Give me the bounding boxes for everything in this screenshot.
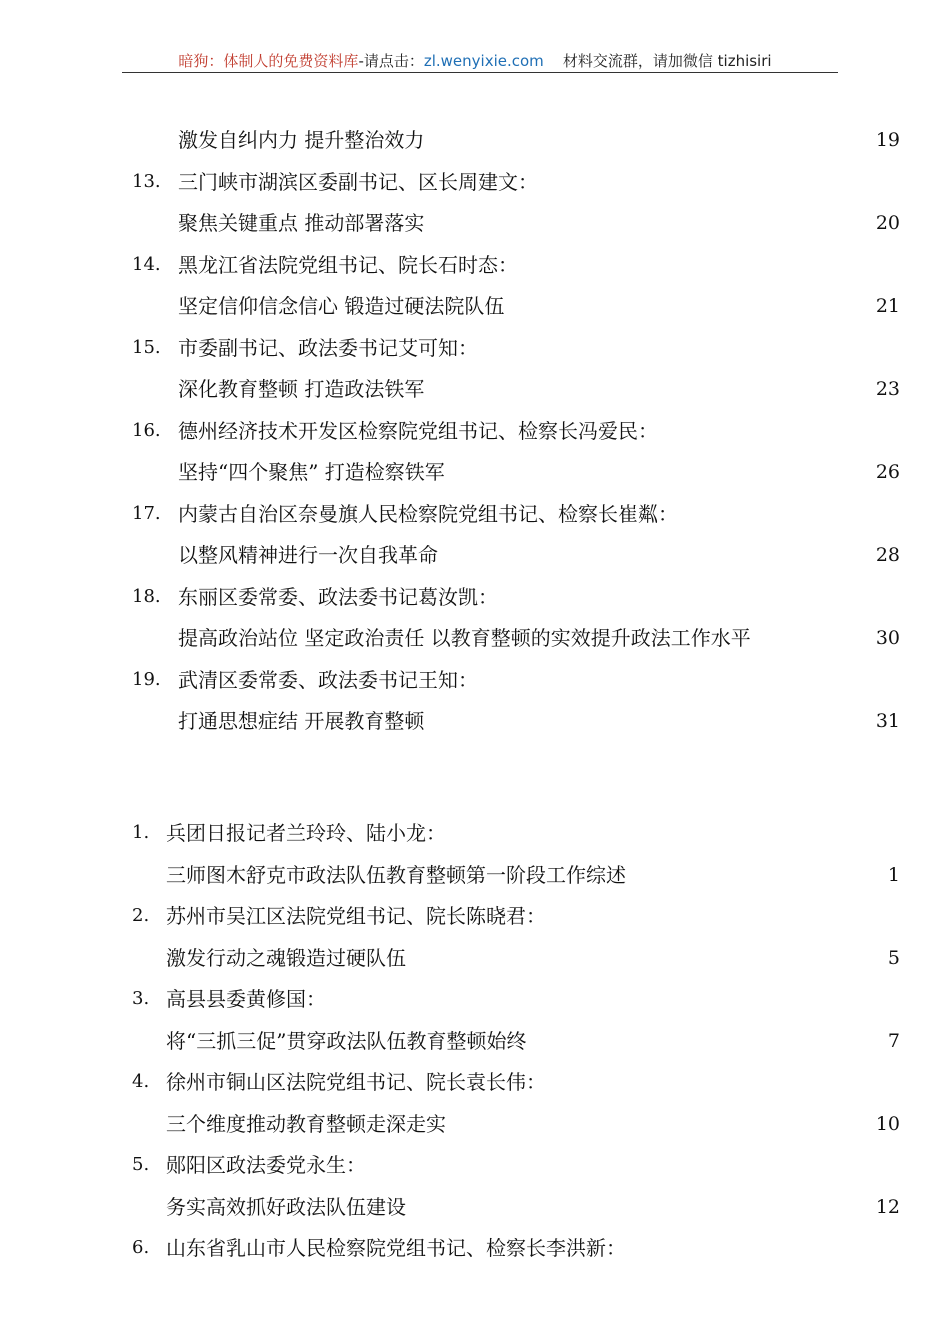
toc-entry-number: 18. — [132, 585, 161, 607]
toc-entry — [0, 1150, 950, 1180]
toc-entry — [0, 1109, 950, 1139]
toc-entry — [0, 706, 950, 736]
toc-entry — [0, 984, 950, 1014]
toc-entry-page: 31 — [875, 710, 900, 732]
toc-entry-number: 1. — [132, 822, 150, 843]
toc-entry — [0, 582, 950, 612]
toc-entry — [0, 291, 950, 321]
header-link[interactable]: zl.wenyixie.com — [423, 52, 544, 70]
toc-entry — [0, 540, 950, 570]
toc-entry-author: 山东省乳山市人民检察院党组书记、检察长李洪新： — [166, 1236, 626, 1260]
toc-entry-title: 提高政治站位 坚定政治责任 以教育整顿的实效提升政法工作水平 — [178, 626, 751, 650]
toc-entry — [0, 125, 950, 155]
toc-entry-title: 将“三抓三促”贯穿政法队伍教育整顿始终 — [166, 1028, 527, 1053]
toc-entry — [0, 333, 950, 363]
toc-entry-number: 6. — [132, 1237, 150, 1258]
toc-entry-title: 激发行动之魂锻造过硬队伍 — [166, 945, 406, 970]
toc-entry — [0, 1192, 950, 1222]
toc-entry-number: 15. — [132, 336, 161, 358]
toc-entry-number: 3. — [132, 988, 150, 1009]
toc-entry-title: 聚焦关键重点 推动部署落实 — [178, 211, 425, 235]
toc-entry-title: 深化教育整顿 打造政法铁军 — [178, 377, 425, 401]
header-prompt: -请点击： — [358, 52, 424, 70]
toc-entry-author: 市委副书记、政法委书记艾可知： — [178, 335, 478, 360]
toc-entry-page: 26 — [875, 461, 900, 483]
toc-entry-author: 兵团日报记者兰玲玲、陆小龙： — [166, 821, 446, 845]
toc-entry-page: 23 — [875, 378, 900, 400]
toc-entry-page: 19 — [875, 129, 900, 151]
toc-entry-page: 10 — [875, 1112, 900, 1135]
toc-entry-author: 苏州市吴江区法院党组书记、院长陈晓君： — [166, 904, 546, 928]
toc-entry-number: 5. — [132, 1154, 150, 1175]
toc-entry-author: 三门峡市湖滨区委副书记、区长周建文： — [178, 169, 538, 194]
toc-entry-title: 打通思想症结 开展教育整顿 — [178, 709, 425, 733]
toc-entry-number: 16. — [132, 419, 161, 441]
toc-entry-title: 激发自纠内力 提升整治效力 — [178, 128, 425, 152]
toc-entry-page: 20 — [875, 212, 900, 234]
toc-entry-title: 三个维度推动教育整顿走深走实 — [166, 1111, 446, 1136]
toc-entry-author: 内蒙古自治区奈曼旗人民检察院党组书记、检察长崔粼： — [178, 501, 678, 526]
toc-entry-author: 高县县委黄修国： — [166, 987, 326, 1011]
toc-entry — [0, 623, 950, 653]
toc-entry-number: 4. — [132, 1071, 150, 1092]
toc-entry-title: 三师图木舒克市政法队伍教育整顿第一阶段工作综述 — [166, 862, 626, 887]
toc-entry — [0, 499, 950, 529]
toc-entry-author: 郧阳区政法委党永生： — [166, 1153, 366, 1177]
toc-entry-number: 19. — [132, 668, 161, 690]
toc-entry — [0, 374, 950, 404]
toc-entry-author: 武清区委常委、政法委书记王知： — [178, 667, 478, 692]
toc-entry-page: 28 — [875, 544, 900, 566]
toc-entry — [0, 665, 950, 695]
toc-entry — [0, 818, 950, 848]
toc-entry — [0, 457, 950, 487]
header-brand: 暗狗：体制人的免费资料库 — [178, 52, 359, 70]
toc-entry — [0, 1233, 950, 1263]
toc-entry-title: 坚定信仰信念信心 锻造过硬法院队伍 — [178, 294, 505, 318]
toc-entry-number: 17. — [132, 502, 161, 524]
toc-entry-page: 21 — [875, 295, 900, 317]
toc-entry-title: 务实高效抓好政法队伍建设 — [166, 1194, 406, 1219]
toc-entry-author: 黑龙江省法院党组书记、院长石时态： — [178, 252, 518, 277]
toc-entry — [0, 860, 950, 890]
toc-entry-number: 14. — [132, 253, 161, 275]
toc-entry-author: 德州经济技术开发区检察院党组书记、检察长冯爱民： — [178, 418, 658, 443]
toc-entry-author: 东丽区委常委、政法委书记葛汝凯： — [178, 584, 498, 609]
toc-entry — [0, 943, 950, 973]
toc-entry — [0, 1026, 950, 1056]
toc-entry-page: 12 — [875, 1195, 900, 1218]
toc-entry-title: 坚持“四个聚焦” 打造检察铁军 — [178, 460, 445, 484]
header-wechat: 材料交流群，请加微信 tizhisiri — [562, 52, 772, 70]
toc-entry — [0, 901, 950, 931]
toc-entry-page: 30 — [875, 627, 900, 649]
toc-entry-page: 1 — [887, 863, 900, 886]
toc-entry — [0, 1067, 950, 1097]
toc-entry-page: 7 — [887, 1029, 900, 1052]
toc-entry-author: 徐州市铜山区法院党组书记、院长袁长伟： — [166, 1070, 546, 1094]
toc-entry — [0, 167, 950, 197]
toc-entry — [0, 208, 950, 238]
toc-entry-title: 以整风精神进行一次自我革命 — [178, 543, 438, 567]
toc-entry-number: 13. — [132, 170, 161, 192]
toc-entry-page: 5 — [887, 946, 900, 969]
toc-entry — [0, 250, 950, 280]
toc-entry-number: 2. — [132, 905, 150, 926]
toc-entry — [0, 416, 950, 446]
